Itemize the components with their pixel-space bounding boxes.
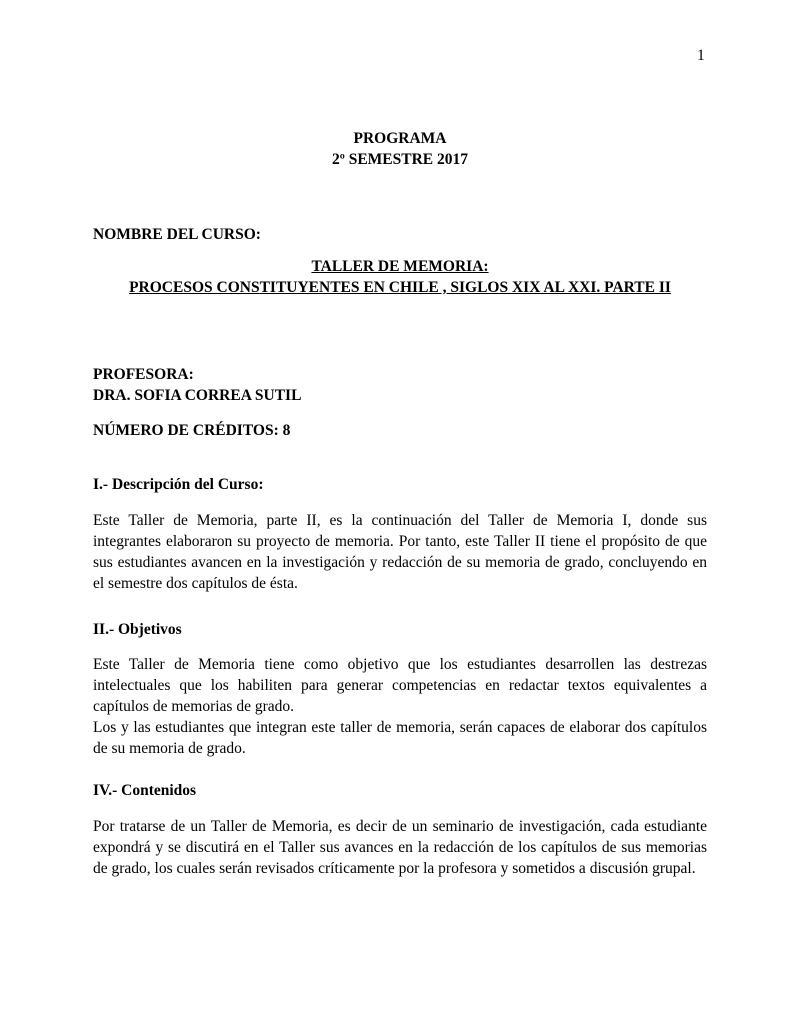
contents-paragraph (93, 816, 707, 879)
paragraph-line: capítulos de memorias de grado. (93, 698, 295, 715)
credits-label: NÚMERO DE CRÉDITOS: 8 (93, 422, 291, 439)
paragraph-line: de grado, los cuales serán revisados críticamente por la profesora y sometidos a discusión grupal. (93, 860, 696, 877)
paragraph-line: de su memoria de grado. (93, 740, 246, 757)
section-heading-description: I.- Descripción del Curso: (93, 476, 264, 493)
section-heading-contents: IV.- Contenidos (93, 782, 197, 799)
course-name-line2: PROCESOS CONSTITUYENTES EN CHILE , SIGLOS XIX AL XXI. PARTE II (129, 279, 671, 296)
section-heading-objectives: II.- Objetivos (93, 621, 182, 638)
semester-heading: 2º SEMESTRE 2017 (331, 151, 469, 168)
professor-name: DRA. SOFIA CORREA SUTIL (93, 387, 302, 404)
page-number: 1 (697, 47, 705, 64)
professor-label: PROFESORA: (93, 366, 194, 383)
document-title: PROGRAMA (353, 130, 447, 147)
paragraph-line: integrantes elaboraron su proyecto de memoria. Por tanto, este Taller II tiene el propósito de que (93, 533, 707, 550)
course-label: NOMBRE DEL CURSO: (93, 226, 261, 243)
paragraph-line: Por tratarse de un Taller de Memoria, es decir de un seminario de investigación, cada estudiante (93, 818, 707, 835)
description-paragraph (93, 510, 707, 594)
paragraph-line: el semestre dos capítulos de ésta. (93, 575, 298, 592)
objectives-paragraph (93, 654, 707, 759)
paragraph-line: expondrá y se discutirá en el Taller sus avances en la redacción de los capítulos de sus memorias (93, 839, 707, 856)
course-name-line1: TALLER DE MEMORIA: (311, 258, 489, 275)
paragraph-line: sus estudiantes avancen en la investigación y redacción de su memoria de grado, concluyendo en (93, 554, 707, 571)
paragraph-line: Los y las estudiantes que integran este taller de memoria, serán capaces de elaborar dos capítulos (93, 719, 707, 736)
paragraph-line: Este Taller de Memoria tiene como objetivo que los estudiantes desarrollen las destrezas (93, 656, 707, 673)
paragraph-line: intelectuales que los habiliten para generar competencias en redactar textos equivalentes a (93, 677, 707, 694)
paragraph-line: Este Taller de Memoria, parte II, es la continuación del Taller de Memoria I, donde sus (93, 512, 707, 529)
